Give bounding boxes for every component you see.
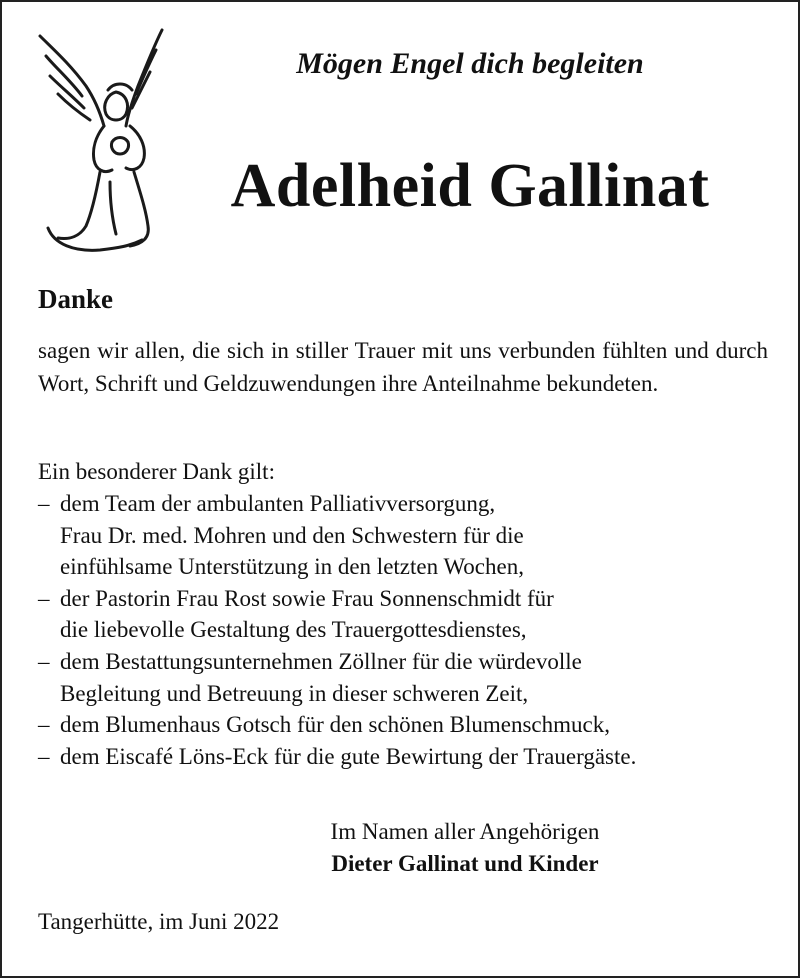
- on-behalf-line: Im Namen aller Angehörigen: [330, 819, 600, 844]
- list-item-line: der Pastorin Frau Rost sowie Frau Sonnenschmidt für: [60, 585, 554, 611]
- list-item: [38, 583, 778, 646]
- special-thanks-list: [38, 488, 778, 772]
- list-item: [38, 646, 778, 709]
- intro-paragraph: sagen wir allen, die sich in stiller Trauer mit uns verbunden fühlten und durch Wort, Schrift und Geldzuwendungen ihre Anteilnahme bekundeten.: [38, 338, 768, 396]
- list-dash: –: [38, 491, 50, 516]
- list-item-line: einfühlsame Unterstützung in den letzten Wochen,: [60, 554, 524, 580]
- special-thanks: [38, 456, 778, 772]
- list-item-line: dem Blumenhaus Gotsch für den schönen Blumenschmuck,: [60, 712, 610, 738]
- list-item-line: dem Team der ambulanten Palliativversorgung,: [60, 491, 496, 516]
- list-dash: –: [38, 648, 50, 674]
- angel-icon: [30, 22, 170, 258]
- signoff: [0, 816, 800, 880]
- list-item-line: Begleitung und Betreuung in dieser schweren Zeit,: [60, 680, 529, 706]
- list-dash: –: [38, 585, 50, 611]
- list-item: [38, 709, 778, 741]
- thanks-heading: Danke: [38, 284, 114, 314]
- list-dash: –: [38, 743, 50, 769]
- special-thanks-lead: Ein besonderer Dank gilt:: [38, 459, 275, 484]
- list-item: [38, 741, 778, 773]
- list-item: [38, 488, 778, 583]
- list-dash: –: [38, 712, 50, 738]
- list-item-line: die liebevolle Gestaltung des Trauergottesdienstes,: [60, 617, 527, 643]
- list-item-line: Frau Dr. med. Mohren und den Schwestern für die: [60, 522, 524, 548]
- signers: Dieter Gallinat und Kinder: [331, 851, 599, 876]
- motto: Mögen Engel dich begleiten: [296, 47, 644, 80]
- deceased-name: Adelheid Gallinat: [230, 152, 710, 220]
- list-item-line: dem Eiscafé Löns-Eck für die gute Bewirtung der Trauergäste.: [60, 743, 637, 769]
- place-date: Tangerhütte, im Juni 2022: [38, 909, 280, 934]
- list-item-line: dem Bestattungsunternehmen Zöllner für die würdevolle: [60, 648, 582, 674]
